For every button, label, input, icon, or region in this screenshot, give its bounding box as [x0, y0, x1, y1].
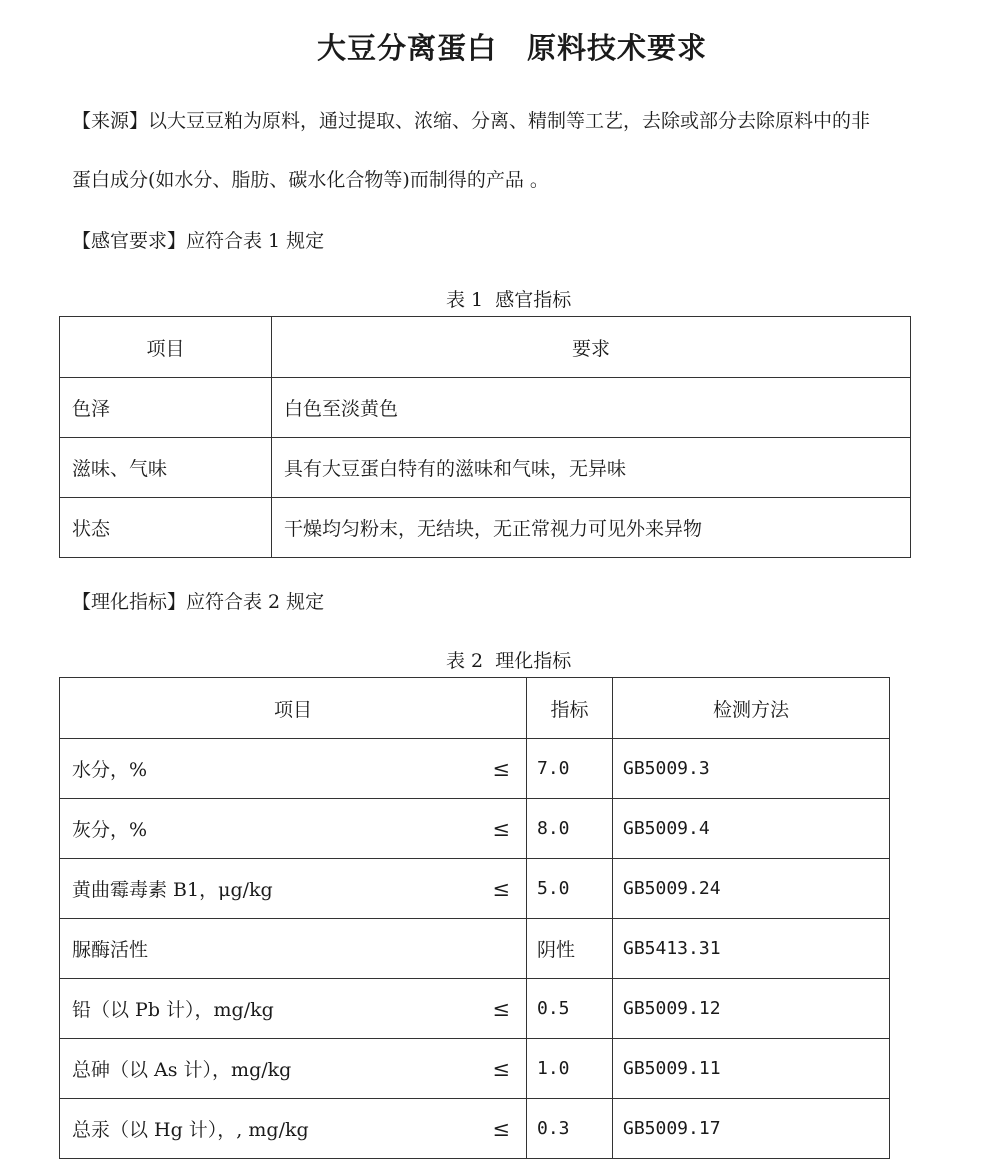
leq-symbol: ≤: [492, 996, 510, 1021]
table-row: [60, 979, 890, 1039]
cell-item: [60, 799, 527, 859]
table-row: [60, 1099, 890, 1159]
cell-item: 滋味、气味: [60, 438, 272, 498]
cell-item: [60, 1039, 527, 1099]
leq-symbol: ≤: [492, 756, 510, 781]
cell-value: 5.0: [527, 859, 613, 919]
table-row: [60, 799, 890, 859]
table-row: [60, 859, 890, 919]
cell-requirement: 白色至淡黄色: [272, 378, 911, 438]
item-label: 灰分，%: [72, 819, 148, 841]
cell-value: 阴性: [527, 919, 613, 979]
source-line-1: 【来源】以大豆豆粕为原料，通过提取、浓缩、分离、精制等工艺，去除或部分去除原料中的非: [72, 110, 871, 132]
header-cell-item: 项目: [60, 678, 527, 739]
cell-method: GB5009.3: [613, 739, 890, 799]
item-label: 黄曲霉毒素 B1，μg/kg: [72, 879, 273, 901]
cell-method: GB5009.12: [613, 979, 890, 1039]
item-label: 总汞（以 Hg 计），, mg/kg: [72, 1119, 309, 1141]
cell-item: 状态: [60, 498, 272, 558]
header-cell-item: 项目: [60, 317, 272, 378]
header-cell-method: 检测方法: [613, 678, 890, 739]
cell-requirement: 干燥均匀粉末，无结块，无正常视力可见外来异物: [272, 498, 911, 558]
cell-item: [60, 859, 527, 919]
table-row: [60, 919, 890, 979]
leq-symbol: ≤: [492, 876, 510, 901]
item-label: 总砷（以 As 计），mg/kg: [72, 1059, 292, 1081]
cell-item: [60, 919, 527, 979]
leq-symbol: ≤: [492, 1056, 510, 1081]
leq-symbol: ≤: [492, 1116, 510, 1141]
table-row: [60, 1039, 890, 1099]
cell-item: [60, 979, 527, 1039]
table-header-row: [60, 678, 890, 739]
cell-item: 色泽: [60, 378, 272, 438]
cell-method: GB5009.17: [613, 1099, 890, 1159]
item-label: 水分，%: [72, 759, 148, 781]
table-header-row: [60, 317, 911, 378]
cell-value: 0.5: [527, 979, 613, 1039]
leq-symbol: ≤: [492, 816, 510, 841]
cell-requirement: 具有大豆蛋白特有的滋味和气味，无异味: [272, 438, 911, 498]
table-row: [60, 438, 911, 498]
cell-value: 1.0: [527, 1039, 613, 1099]
source-line-2: 蛋白成分(如水分、脂肪、碳水化合物等)而制得的产品 。: [72, 169, 549, 191]
cell-method: GB5009.11: [613, 1039, 890, 1099]
item-label: 铅（以 Pb 计），mg/kg: [72, 999, 274, 1021]
table1-caption: 表 1 感官指标: [446, 289, 572, 311]
table-row: [60, 739, 890, 799]
cell-item: [60, 739, 527, 799]
table-row: [60, 378, 911, 438]
cell-value: 0.3: [527, 1099, 613, 1159]
sensory-intro: 【感官要求】应符合表 1 规定: [72, 230, 325, 252]
table-row: [60, 498, 911, 558]
cell-value: 7.0: [527, 739, 613, 799]
table2-caption: 表 2 理化指标: [446, 650, 572, 672]
sensory-table: [59, 316, 911, 558]
physchem-intro: 【理化指标】应符合表 2 规定: [72, 591, 325, 613]
cell-method: GB5009.24: [613, 859, 890, 919]
document-title: 大豆分离蛋白 原料技术要求: [316, 31, 707, 65]
cell-item: [60, 1099, 527, 1159]
cell-method: GB5413.31: [613, 919, 890, 979]
header-cell-value: 指标: [527, 678, 613, 739]
item-label: 脲酶活性: [72, 939, 149, 961]
header-cell-requirement: 要求: [272, 317, 911, 378]
cell-value: 8.0: [527, 799, 613, 859]
physchem-table: [59, 677, 890, 1159]
cell-method: GB5009.4: [613, 799, 890, 859]
